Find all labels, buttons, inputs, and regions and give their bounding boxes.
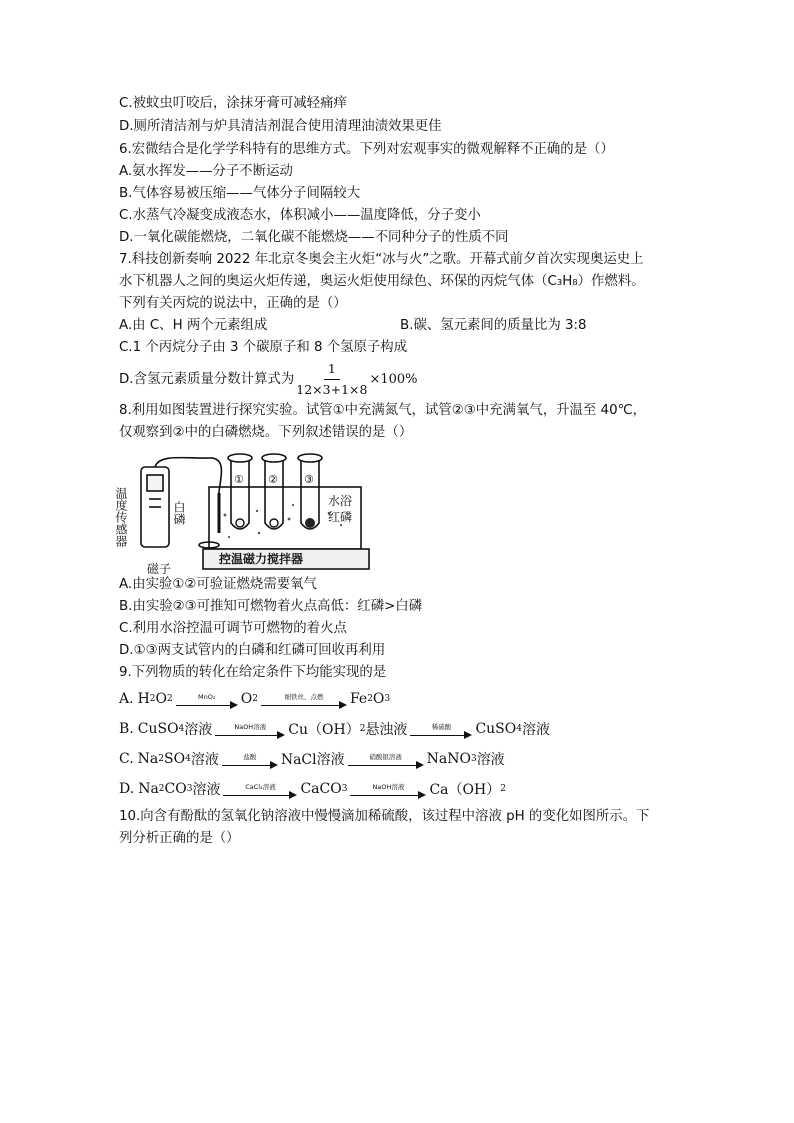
arrow-condition: NaOH溶液 [372,783,405,791]
label-stirrer: 控温磁力搅拌器 [219,552,304,566]
white-phosphorus-2 [270,519,278,527]
q5-option-d: D.厕所清洁剂与炉具清洁剂混合使用清理油渍效果更佳 [119,119,442,134]
arrow-condition: MnO₂ [198,693,216,701]
label-tube-1: ① [234,473,244,486]
q9b-species-2b: 悬浊液 [365,722,408,738]
subscript: 4 [178,724,185,734]
q9b-species-2: Cu（OH） [288,722,360,738]
label-tube-2: ② [268,473,278,486]
q9d-label: D. [119,781,135,797]
q9a-arrow-2 [261,693,347,709]
label-temperature-sensor: 温度传感器 [114,487,128,547]
q9b-arrow-1 [215,723,285,739]
subscript: 3 [470,754,477,764]
arrow-condition: 硝酸银溶液 [369,753,402,761]
q9b-species-3b: 溶液 [521,722,550,738]
q9d-species-1c: 溶液 [192,782,221,798]
fraction-suffix: ×100% [369,371,418,387]
q9b-arrow-2 [410,723,472,739]
arrow-condition: NaOH溶液 [234,723,267,731]
q9a-arrow-1 [176,693,238,709]
q8-option-b: B.由实验②③可推知可燃物着火点高低：红磷>白磷 [119,599,423,614]
q7-option-c: C.1 个丙烷分子由 3 个碳原子和 8 个氢原子构成 [119,340,408,355]
q5-option-c: C.被蚊虫叮咬后，涂抹牙膏可减轻痛痒 [119,96,347,111]
q9c-arrow-1 [222,753,278,769]
q7-fraction [296,360,367,399]
subscript: 2 [252,694,258,704]
subscript: 3 [341,784,348,794]
q7-option-a: A.由 C、H 两个元素组成 [119,318,268,333]
subscript: 2 [158,784,165,794]
q9-option-a [119,686,390,712]
q8-option-d: D.①③两支试管内的白磷和红磷可回收再利用 [119,643,386,658]
q9d-arrow-2 [350,783,426,799]
q6-option-b: B.气体容易被压缩——气体分子间隔较大 [119,186,361,201]
q6-option-a: A.氨水挥发——分子不断运动 [119,164,293,179]
question-7-line3: 下列有关丙烷的说法中，正确的是（） [119,296,347,311]
subscript: 2 [149,694,156,704]
q8-option-a: A.由实验①②可验证燃烧需要氧气 [119,577,317,592]
q9b-species-1b: 溶液 [184,722,213,738]
q9d-arrow-1 [223,783,297,799]
q9d-species-2: CaCO [300,781,342,797]
subscript: 2 [359,724,366,734]
q9d-species-1b: CO [164,781,187,797]
q9c-label: C. [119,751,134,767]
q9c-arrow-2 [348,753,424,769]
question-7-line2: 水下机器人之间的奥运火炬传递，奥运火炬使用绿色、环保的丙烷气体（C₃H₈）作燃料。 [119,274,645,289]
q9-option-b [119,716,550,742]
arrow-condition: 细铁丝、点燃 [284,693,324,701]
q9d-species-3: Ca（OH） [429,782,501,798]
experiment-apparatus-figure [114,453,379,576]
q9c-species-3b: 溶液 [476,752,505,768]
subscript: 2 [500,784,506,794]
q6-option-c: C.水蒸气冷凝变成液态水，体积减小——温度降低，分子变小 [119,208,481,223]
subscript: 2 [158,754,165,764]
subscript: 3 [186,784,193,794]
q9c-species-2: NaCl溶液 [280,752,345,768]
q9c-species-1: Na [137,751,159,767]
question-7-line1: 7.科技创新奏响 2022 年北京冬奥会主火炬“冰与火”之歌。开幕式前夕首次实现奥运史上 [119,252,644,267]
q9c-species-1c: 溶液 [190,752,219,768]
question-10-line1: 10.向含有酚酞的氢氧化钠溶液中慢慢滴加稀硫酸，该过程中溶液 pH 的变化如图所示。下 [119,809,650,824]
q6-option-d: D.一氧化碳能燃烧，二氧化碳不能燃烧——不同种分子的性质不同 [119,230,509,245]
label-magnet: 磁子 [147,562,172,576]
q9d-species-1: Na [138,781,159,797]
fraction-numerator: 1 [324,360,340,380]
label-red-phosphorus: 红磷 [328,510,353,524]
q9-option-c [119,746,505,772]
arrow-condition: 盐酸 [243,753,257,761]
q9a-species-3: Fe [349,691,368,707]
q8-option-c: C.利用水浴控温可调节可燃物的着火点 [119,621,347,636]
q9-option-d [119,776,506,802]
arrow-condition: 稀硫酸 [431,723,452,731]
subscript: 3 [384,694,391,704]
q9a-species-2: O [240,691,253,707]
q9a-species-1: H [137,691,150,707]
q9b-label: B. [119,721,134,737]
subscript: 2 [367,694,373,704]
fraction-denominator: 12×3+1×8 [296,382,368,397]
question-8-line1: 8.利用如图装置进行探究实验。试管①中充满氮气，试管②③中充满氧气，升温至 40℃， [119,403,647,418]
label-tube-3: ③ [304,473,314,486]
subscript: 4 [185,754,191,764]
subscript: 4 [516,724,522,734]
label-water-bath: 水浴 [328,494,353,508]
q9c-species-1b: SO [164,751,186,767]
question-8-line2: 仅观察到②中的白磷燃烧。下列叙述错误的是（） [119,425,413,440]
q9b-species-1: CuSO [137,721,179,737]
arrow-condition: CaCl₂溶液 [245,783,276,791]
q9a-label: A. [119,691,134,707]
q9a-species-3b: O [372,691,385,707]
red-phosphorus [305,518,315,528]
question-10-line2: 列分析正确的是（） [119,831,240,846]
subscript: 2 [167,694,173,704]
q9b-species-3: CuSO [475,721,517,737]
label-white-phosphorus: 白磷 [172,501,186,525]
q9a-species-1b: O [155,691,167,707]
q7-option-d-text: D.含氢元素质量分数计算式为 [119,371,295,387]
question-6: 6.宏微结合是化学学科特有的思维方式。下列对宏观事实的微观解释不正确的是（） [119,142,614,157]
q7-option-d [119,360,418,399]
white-phosphorus-1 [236,519,244,527]
question-9: 9.下列物质的转化在给定条件下均能实现的是 [119,665,387,680]
q9c-species-3: NaNO [426,751,471,767]
q7-option-b: B.碳、氢元素间的质量比为 3:8 [400,318,587,333]
